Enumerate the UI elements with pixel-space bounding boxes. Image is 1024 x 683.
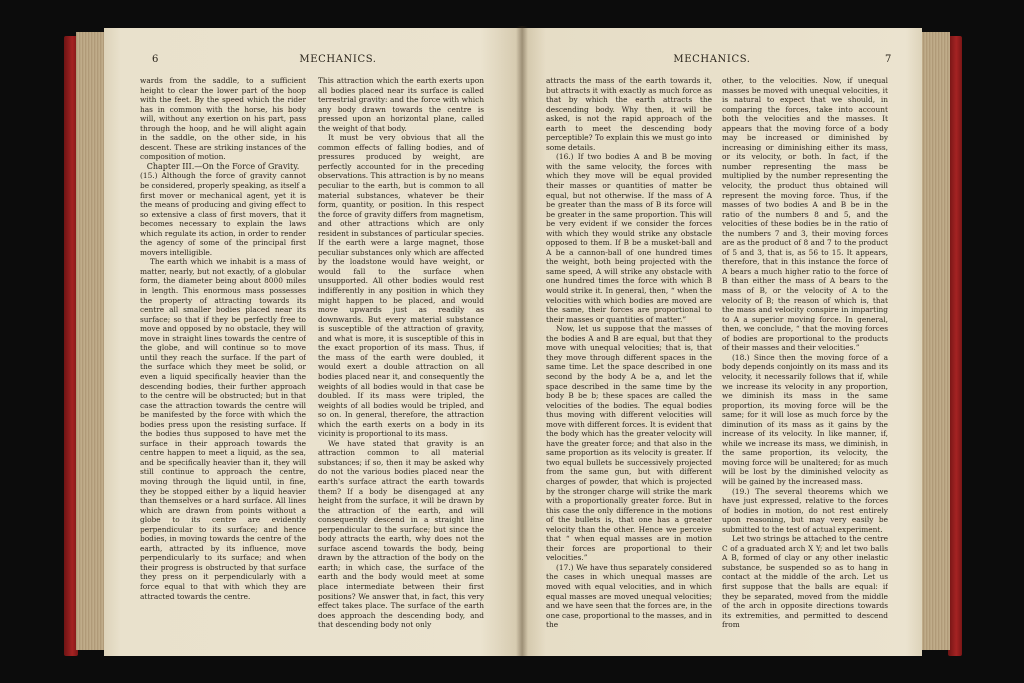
paragraph: (17.) We have thus separately considered the cases in which unequal masses are moved with equal velocities, and in which equal masses are moved unequal velocities; and we have seen that the forces are, in the one case, proportional to the masses, and in the xyxy=(546,562,712,630)
paragraph: This attraction which the earth exerts upon all bodies placed near its surface is called terrestrial gravity: and the force with which any body drawn towards the centre is pressed upon an horizontal plane, called the weight of that body. xyxy=(318,76,484,133)
page-edges-right xyxy=(920,32,950,650)
running-head xyxy=(104,54,522,68)
text-column-2 xyxy=(722,76,888,640)
paragraph: Let two strings be attached to the centre C of a graduated arch X Y; and let two balls A B, formed of clay or any other inelastic substance, be suspended so as to hang in contact at the middle of the arch. Let us first suppose that the balls are equal: if they be separated, moved from the middle of the arch in opposite directions towards its extremities, and permitted to descend from xyxy=(722,534,888,630)
left-page xyxy=(104,28,522,656)
page-number: 6 xyxy=(152,54,159,65)
paragraph: wards from the saddle, to a sufficient height to clear the lower part of the hoop with the feet. By the speed which the rider has in common with the horse, his body will, without any exertion on his part, pass through the hoop, and he will alight again in the saddle, on the other side, in his descent. These are striking instances of the composition of motion. xyxy=(140,76,306,162)
book-gutter xyxy=(516,26,528,656)
paragraph: (18.) Since then the moving force of a body depends conjointly on its mass and its velocity, it necessarily follows that if, while we increase its velocity in any proportion, we diminish its mass in the same proportion, its moving force will be the same; for it will lose as much force by the diminution of its mass as it gains by the increase of its velocity. In like manner, if, while we increase its mass, we diminish, in the same proportion, its velocity, the moving force will be unaltered; for as much will be lost by the diminished velocity as will be gained by the increased mass. xyxy=(722,352,888,486)
running-head xyxy=(522,54,922,68)
chapter-heading: Chapter III.—On the Force of Gravity. xyxy=(146,161,300,171)
paragraph: (19.) The several theorems which we have just expressed, relative to the forces of bodies in motion, do not rest entirely upon reasoning, but may very easily be submitted to the test of actual experiment. xyxy=(722,486,888,534)
right-page xyxy=(522,28,922,656)
running-title: MECHANICS. xyxy=(673,54,751,65)
paragraph: other, to the velocities. Now, if unequal masses be moved with unequal velocities, it is natural to expect that we should, in comparing the forces, take into account both the velocities and the masses. It appears that the moving force of a body may be increased or diminished by increasing or diminishing either its mass, or its velocity, or both. In fact, if the number representing the mass be multiplied by the number representing the velocity, the product thus obtained will represent the moving force. Thus, if the masses of two bodies A and B be in the ratio of the numbers 8 and 5, and the velocities of these bodies be in the ratio of the numbers 7 and 3, their moving forces are as the product of 8 and 7 to the product of 5 and 3, that is, as 56 to 15. It appears, therefore, that in this instance the force of A bears a much higher ratio to the force of B than either the mass of A bears to the mass of B, or the velocity of A to the velocity of B; the reason of which is, that the mass and velocity conspire in imparting to A a superior moving force. In general, then, we conclude, “ that the moving forces of bodies are proportional to the products of their masses and their velocities.” xyxy=(722,76,888,353)
paragraph: (16.) If two bodies A and B be moving with the same velocity, the forces with which they move will be equal provided their masses or quantities of matter be equal, but not otherwise. If the mass of A be greater than the mass of B its force will be greater in the same proportion. This will be very evident if we consider the forces with which they would strike any obstacle opposed to them. If B be a musket-ball and A be a cannon-ball of one hundred times the weight, both being projected with the same speed, A will strike any obstacle with one hundred times the force with which B would strike it. In general, then, “ when the velocities with which bodies are moved are the same, their forces are proportional to their masses or quantities of matter.” xyxy=(546,152,712,324)
paragraph: attracts the mass of the earth towards it, but attracts it with exactly as much force as that by which the earth attracts the descending body. Why then, it will be asked, is not the rapid approach of the earth to meet the descending body perceptible? To explain this we must go into some details. xyxy=(546,76,712,152)
paragraph: We have stated that gravity is an attraction common to all material substances; if so, then it may be asked why do not the various bodies placed near the earth's surface attract the earth towards them? If a body be disengaged at any height from the surface, it will be drawn by the attraction of the earth, and will consequently descend in a straight line perpendicular to the surface; but since the body attracts the earth, why does not the surface ascend towards the body, being drawn by the attraction of the body on the earth; in which case, the surface of the earth and the body would meet at some place intermediate between their first positions? We answer that, in fact, this very effect takes place. The surface of the earth does approach the descending body, and that descending body not only xyxy=(318,438,484,630)
text-column-1 xyxy=(140,76,306,640)
page-number: 7 xyxy=(885,54,892,65)
paragraph: Now, let us suppose that the masses of the bodies A and B are equal, but that they move with unequal velocities; that is, that they move through different spaces in the same time. Let the space described in one second by the body A be a, and let the space described in the same time by the body B be b; these spaces are called the velocities of the bodies. The equal bodies thus moving with different velocities will move with different forces. It is evident that the body which has the greater velocity will have the greater force; and that also in the same proportion as its velocity is greater. If two equal bullets be successively projected from the same gun, but with different charges of powder, that which is projected by the stronger charge will strike the mark with a proportionally greater force. But in this case the only difference in the motions of the bullets is, that one has a greater velocity than the other. Hence we perceive that “ when equal masses are in motion their forces are proportional to their velocities.” xyxy=(546,324,712,563)
text-column-1 xyxy=(546,76,712,640)
text-column-2 xyxy=(318,76,484,640)
running-title: MECHANICS. xyxy=(299,54,377,65)
paragraph: It must be very obvious that all the common effects of falling bodies, and of pressures produced by weight, are perfectly accounted for in the preceding observations. This attraction is by no means peculiar to the earth, but is common to all material substances, whatever be their form, quantity, or position. In this respect the force of gravity differs from magnetism, and other attractions which are only resident in substances of particular species. If the earth were a large magnet, those peculiar substances only which are affected by the loadstone would have weight, or would fall to the surface when unsupported. All other bodies would rest indifferently in any position in which they might happen to be placed, and would move upwards just as readily as downwards. But every material substance is susceptible of the attraction of gravity, and what is more, it is susceptible of this in the exact proportion of its mass. Thus, if the mass of the earth were doubled, it would exert a double attraction on all bodies placed near it, and consequently the weights of all bodies would in that case be doubled. If its mass were tripled, the weights of all bodies would be tripled, and so on. In general, therefore, the attraction which the earth exerts on a body in its vicinity is proportional to its mass. xyxy=(318,133,484,439)
paragraph: (15.) Although the force of gravity cannot be considered, properly speaking, as itself a first mover or mechanical agent, yet it is the means of producing and giving effect to so extensive a class of first movers, that it becomes necessary to explain the laws which regulate its action, in order to render the agency of some of the principal first movers intelligible. xyxy=(140,171,306,257)
book-cover-right xyxy=(948,36,962,656)
open-book xyxy=(64,26,962,656)
page-edges-left xyxy=(76,32,106,650)
paragraph: The earth which we inhabit is a mass of matter, nearly, but not exactly, of a globular form, the diameter being about 8000 miles in length. This enormous mass possesses the property of attracting towards its centre all smaller bodies placed near its surface; so that if they be perfectly free to move and opposed by no obstacle, they will move in straight lines towards the centre of the globe, and will continue so to move until they reach the surface. If the part of the surface which they meet be solid, or even a liquid specifically heavier than the descending bodies, their further approach to the centre will be obstructed; but in that case the attraction towards the centre will be manifested by the force with which the bodies press upon the resisting surface. If the bodies thus supposed to have met the surface in their approach towards the centre happen to meet a liquid, as the sea, and be specifically heavier than it, they will still continue to approach the centre, moving through the liquid until, in fine, they be stopped either by a liquid heavier than themselves or a hard surface. All lines which are drawn from points without a globe to its centre are evidently perpendicular to its surface; and hence bodies, in moving towards the centre of the earth, attracted by its influence, move perpendicularly to its surface; and when their progress is obstructed by that surface they press on it perpendicularly with a force equal to that with which they are attracted towards the centre. xyxy=(140,257,306,601)
